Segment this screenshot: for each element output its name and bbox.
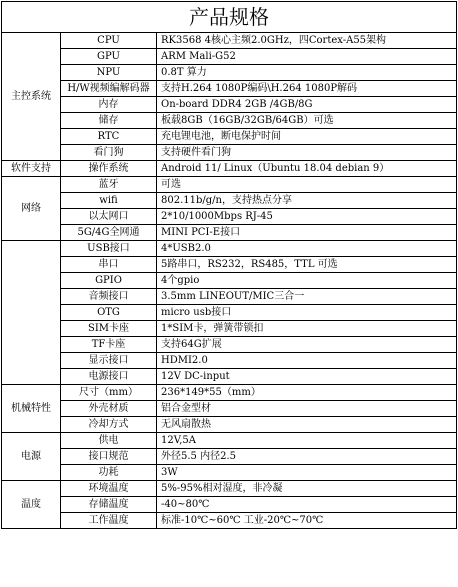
spec-row	[2, 209, 457, 225]
spec-value: ARM Mali-G52	[157, 49, 457, 65]
spec-key: 工作温度	[61, 513, 157, 529]
spec-key: 环境温度	[61, 481, 157, 497]
spec-value: 板载8GB（16GB/32GB/64GB）可选	[157, 113, 457, 129]
spec-key: OTG	[61, 305, 157, 321]
category-cell: 网络	[2, 177, 61, 241]
spec-row	[2, 481, 457, 497]
spec-row	[2, 449, 457, 465]
table-title: 产品规格	[2, 2, 457, 33]
spec-row	[2, 513, 457, 529]
spec-value: 236*149*55（mm）	[157, 385, 457, 401]
spec-key: 显示接口	[61, 353, 157, 369]
spec-key: RTC	[61, 129, 157, 145]
spec-value: MINI PCI-E接口	[157, 225, 457, 241]
spec-row	[2, 305, 457, 321]
spec-value: 12V DC-input	[157, 369, 457, 385]
spec-row	[2, 129, 457, 145]
spec-value: 3W	[157, 465, 457, 481]
spec-value: 5%-95%相对湿度，非冷凝	[157, 481, 457, 497]
spec-row	[2, 417, 457, 433]
spec-key: wifi	[61, 193, 157, 209]
spec-value: 外径5.5 内径2.5	[157, 449, 457, 465]
spec-key: GPIO	[61, 273, 157, 289]
spec-key: 尺寸（mm）	[61, 385, 157, 401]
spec-key: SIM卡座	[61, 321, 157, 337]
spec-value: RK3568 4核心主频2.0GHz，四Cortex-A55架构	[157, 33, 457, 49]
spec-row	[2, 433, 457, 449]
spec-table	[1, 1, 457, 529]
spec-value: 1*SIM卡，弹簧带锁扣	[157, 321, 457, 337]
spec-key: 内存	[61, 97, 157, 113]
spec-key: H/W视频编解码器	[61, 81, 157, 97]
spec-key: TF卡座	[61, 337, 157, 353]
spec-row	[2, 257, 457, 273]
spec-key: USB接口	[61, 241, 157, 257]
category-cell: 温度	[2, 481, 61, 529]
spec-key: 操作系统	[61, 161, 157, 177]
spec-value: 无风扇散热	[157, 417, 457, 433]
spec-row	[2, 177, 457, 193]
spec-row	[2, 65, 457, 81]
spec-value: 支持H.264 1080P编码\H.264 1080P解码	[157, 81, 457, 97]
spec-key: CPU	[61, 33, 157, 49]
spec-key: 存储温度	[61, 497, 157, 513]
spec-value: 充电锂电池，断电保护时间	[157, 129, 457, 145]
spec-key: 蓝牙	[61, 177, 157, 193]
spec-value: On-board DDR4 2GB /4GB/8G	[157, 97, 457, 113]
spec-row	[2, 369, 457, 385]
spec-value: -40~80℃	[157, 497, 457, 513]
spec-key: 功耗	[61, 465, 157, 481]
spec-row	[2, 497, 457, 513]
spec-value: 0.8T 算力	[157, 65, 457, 81]
spec-value: 802.11b/g/n，支持热点分享	[157, 193, 457, 209]
spec-value: 支持硬件看门狗	[157, 145, 457, 161]
category-cell	[2, 241, 61, 385]
spec-key: 看门狗	[61, 145, 157, 161]
category-cell: 软件支持	[2, 161, 61, 177]
spec-value: 4*USB2.0	[157, 241, 457, 257]
spec-row	[2, 225, 457, 241]
spec-row	[2, 33, 457, 49]
spec-value: 2*10/1000Mbps RJ-45	[157, 209, 457, 225]
spec-value: Android 11/ Linux（Ubuntu 18.04 debian 9）	[157, 161, 457, 177]
spec-row	[2, 161, 457, 177]
spec-row	[2, 273, 457, 289]
spec-row	[2, 289, 457, 305]
spec-row	[2, 241, 457, 257]
spec-value: micro usb接口	[157, 305, 457, 321]
spec-row	[2, 81, 457, 97]
spec-value: 标准-10℃~60℃ 工业-20℃~70℃	[157, 513, 457, 529]
category-cell: 电源	[2, 433, 61, 481]
spec-key: 供电	[61, 433, 157, 449]
spec-row	[2, 145, 457, 161]
spec-key: 串口	[61, 257, 157, 273]
spec-key: 5G/4G全网通	[61, 225, 157, 241]
spec-row	[2, 465, 457, 481]
spec-value: 4个gpio	[157, 273, 457, 289]
spec-row	[2, 193, 457, 209]
spec-row	[2, 49, 457, 65]
spec-row	[2, 321, 457, 337]
spec-key: 外壳材质	[61, 401, 157, 417]
category-cell: 主控系统	[2, 33, 61, 161]
spec-value: 可选	[157, 177, 457, 193]
category-cell: 机械特性	[2, 385, 61, 433]
spec-row	[2, 385, 457, 401]
spec-row	[2, 353, 457, 369]
spec-key: 储存	[61, 113, 157, 129]
spec-key: NPU	[61, 65, 157, 81]
spec-value: HDMI2.0	[157, 353, 457, 369]
spec-value: 3.5mm LINEOUT/MIC三合一	[157, 289, 457, 305]
spec-key: 冷却方式	[61, 417, 157, 433]
spec-value: 12V,5A	[157, 433, 457, 449]
spec-key: GPU	[61, 49, 157, 65]
spec-value: 支持64G扩展	[157, 337, 457, 353]
spec-row	[2, 97, 457, 113]
spec-key: 接口规范	[61, 449, 157, 465]
spec-key: 音频接口	[61, 289, 157, 305]
spec-value: 铝合金型材	[157, 401, 457, 417]
spec-row	[2, 401, 457, 417]
spec-key: 以太网口	[61, 209, 157, 225]
spec-row	[2, 113, 457, 129]
spec-key: 电源接口	[61, 369, 157, 385]
spec-value: 5路串口，RS232，RS485，TTL 可选	[157, 257, 457, 273]
spec-row	[2, 337, 457, 353]
